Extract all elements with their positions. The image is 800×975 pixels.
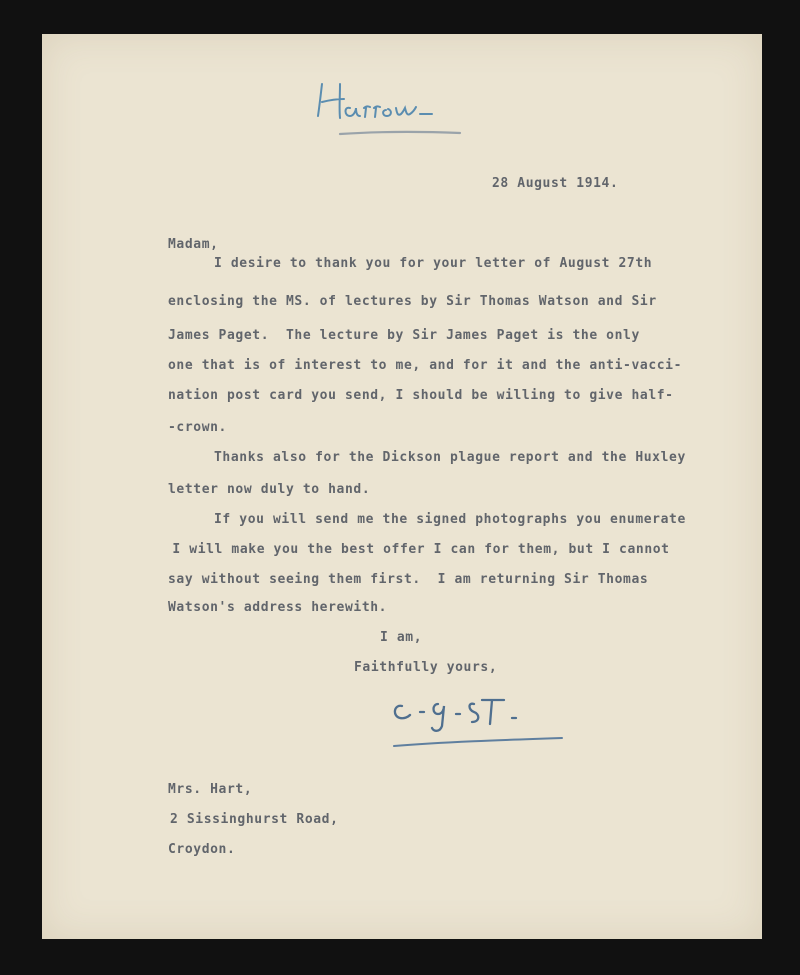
body-line: one that is of interest to me, and for it and the anti-vacci- bbox=[168, 358, 683, 373]
recipient-line: 2 Sissinghurst Road, bbox=[170, 812, 339, 827]
body-line: Thanks also for the Dickson plague report and the Huxley bbox=[214, 450, 686, 465]
body-line: enclosing the MS. of lectures by Sir Thomas Watson and Sir bbox=[168, 294, 657, 309]
handwritten-signature bbox=[382, 684, 572, 758]
recipient-line: Croydon. bbox=[168, 842, 236, 857]
body-line: nation post card you send, I should be willing to give half- bbox=[168, 388, 674, 403]
closing-line: Faithfully yours, bbox=[354, 660, 498, 675]
body-line: I desire to thank you for your letter of August 27th bbox=[214, 256, 653, 271]
salutation: Madam, bbox=[168, 237, 219, 252]
body-line: say without seeing them first. I am returning Sir Thomas bbox=[168, 572, 649, 587]
body-line: If you will send me the signed photographs you enumerate bbox=[214, 512, 686, 527]
body-line: -crown. bbox=[168, 420, 227, 435]
harrow-handwriting-icon bbox=[310, 72, 480, 142]
letter-page bbox=[42, 34, 762, 939]
body-line: I will make you the best offer I can for them, but I cannot bbox=[164, 542, 670, 557]
body-line: James Paget. The lecture by Sir James Paget is the only bbox=[168, 328, 640, 343]
handwritten-heading bbox=[310, 72, 480, 146]
letter-date: 28 August 1914. bbox=[492, 176, 619, 191]
body-line: letter now duly to hand. bbox=[168, 482, 371, 497]
body-line: Watson's address herewith. bbox=[168, 600, 388, 615]
recipient-line: Mrs. Hart, bbox=[168, 782, 253, 797]
closing-line: I am, bbox=[380, 630, 423, 645]
signature-initials-icon bbox=[382, 684, 572, 754]
